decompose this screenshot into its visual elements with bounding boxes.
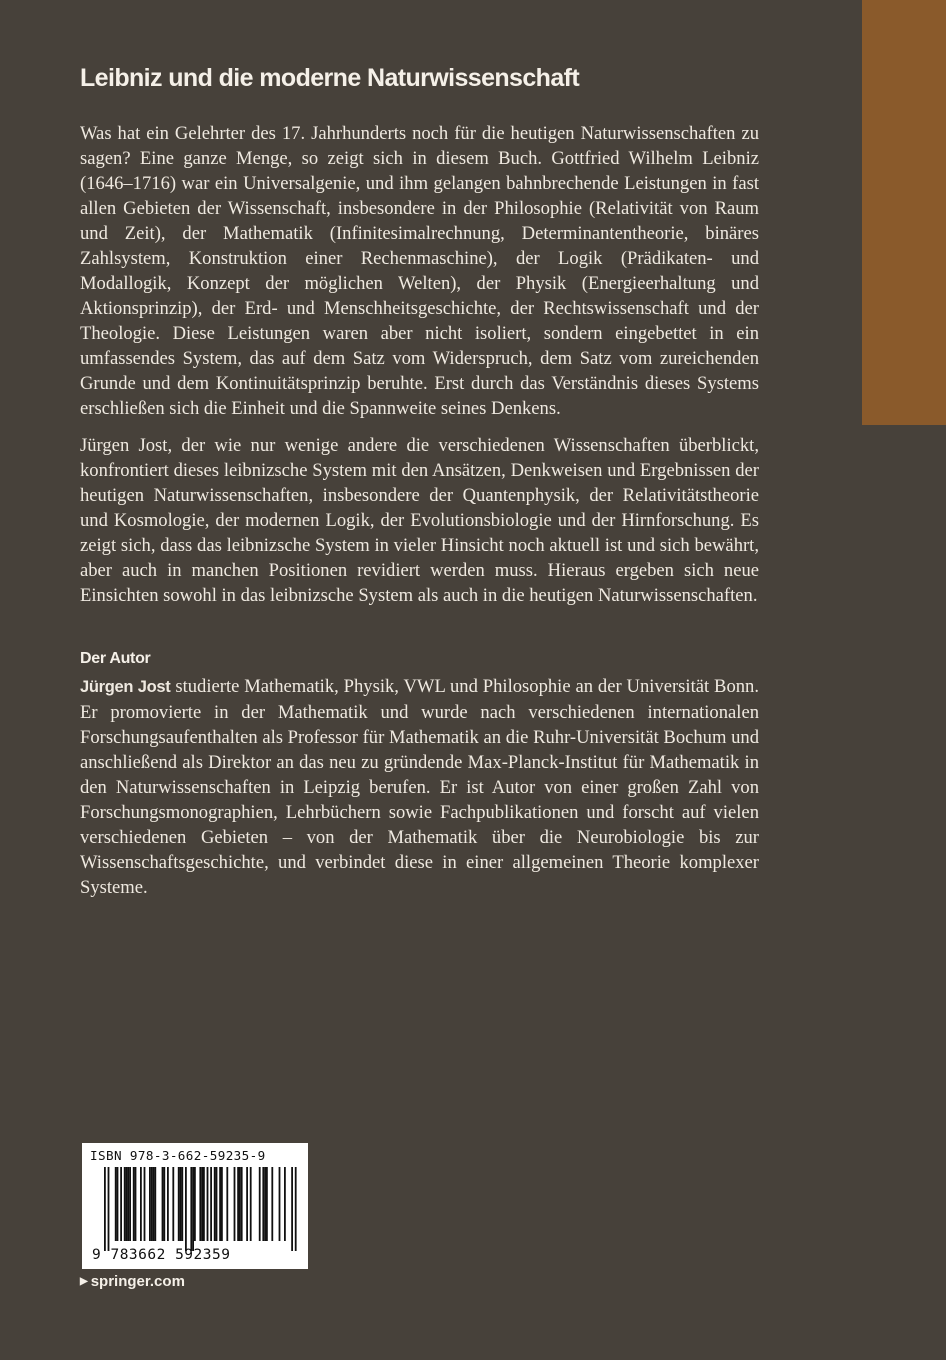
barcode-bar [167, 1167, 169, 1241]
barcode-bar [180, 1167, 182, 1241]
barcode-bar [234, 1167, 236, 1241]
barcode-bar [259, 1167, 261, 1241]
barcode-bar [239, 1167, 241, 1241]
barcode-bar [133, 1167, 135, 1241]
barcode-bar [108, 1167, 110, 1251]
barcode-bar [120, 1167, 122, 1241]
spine-accent-stripe [862, 0, 946, 425]
barcode-bar [241, 1167, 243, 1241]
barcode-bar [185, 1167, 187, 1251]
barcode-bar [163, 1167, 165, 1241]
barcode-bar [178, 1167, 180, 1241]
barcode-bar [284, 1167, 286, 1241]
description-paragraph-2: Jürgen Jost, der wie nur wenige andere die verschiedenen Wissenschaften überblickt, konfrontiert dieses leibnizsche System mit den Ansätzen, Denkweisen und Ergebnissen der heutigen Naturwissenschaften, insbesondere der Quantenphysik, der Relativitätstheorie und Kosmologie, der modernen Logik, der Evolutionsbiologie und der Hirnforschung. Es zeigt sich, dass das leibnizsche System in vieler Hinsicht noch aktuell ist und sich bewährt, aber auch in manchen Positionen revidiert werden muss. Hieraus ergeben sich neue Einsichten sowohl in das leibnizsche System als auch in die heutigen Naturwissenschaften. [80, 435, 759, 606]
isbn-barcode [82, 1143, 308, 1269]
barcode-bar [151, 1167, 153, 1241]
barcode-bar [279, 1167, 281, 1241]
publisher-url: springer.com [90, 1273, 185, 1290]
barcode-bar [271, 1167, 273, 1241]
barcode-bar [135, 1167, 137, 1241]
barcode-bar [129, 1167, 131, 1241]
author-bio [80, 674, 759, 900]
barcode-bar [115, 1167, 117, 1241]
barcode-bar [149, 1167, 151, 1241]
barcode-bar [246, 1167, 248, 1241]
description-paragraph-1: Was hat ein Gelehrter des 17. Jahrhunderts noch für die heutigen Naturwissenschaften zu sagen? Eine ganze Menge, so zeigt sich in diesem Buch. Gottfried Wilhelm Leibniz (1646–1716) war ein Universalgenie, und ihm gelangen bahnbrechende Leistungen in fast allen Gebieten der Wissenschaft, insbesondere in der Philosophie (Relativität von Raum und Zeit), der Mathematik (Infinitesimalrechnung, Determinantentheorie, binäres Zahlsystem, Konstruktion einer Rechenmaschine), der Logik (Prädikaten- und Modallogik, Konzept der möglichen Welten), der Physik (Energieerhaltung und Aktionsprinzip), der Erd- und Menschheitsgeschichte, der Rechtswissenschaft und der Theologie. Diese Leistungen waren aber nicht isoliert, sondern eingebettet in ein umfassendes System, das auf dem Satz vom Widerspruch, dem Satz vom zureichenden Grunde und dem Kontinuitätsprinzip beruhte. Erst durch das Verständnis dieses Systems erschließen sich die Einheit und die Spannweite seines Denkens. [80, 123, 759, 419]
barcode-bar [104, 1167, 106, 1251]
barcode-bar [199, 1167, 201, 1241]
barcode-bar [117, 1167, 119, 1241]
barcode-bar [153, 1167, 155, 1241]
barcode-bar [264, 1167, 266, 1241]
barcode-bar [203, 1167, 205, 1241]
barcode-bar [214, 1167, 216, 1241]
barcode-bar [291, 1167, 293, 1251]
barcode-bar [124, 1167, 126, 1241]
barcode-bar [216, 1167, 218, 1241]
barcode-bar [207, 1167, 209, 1241]
barcode-bar [221, 1167, 223, 1241]
barcode-bar [266, 1167, 268, 1241]
barcode-bar [250, 1167, 252, 1241]
barcode-bar [140, 1167, 142, 1241]
barcode-bar [154, 1167, 156, 1241]
isbn-label: ISBN 978-3-662-59235-9 [90, 1148, 266, 1163]
barcode-bar [226, 1167, 228, 1241]
barcode-bar [127, 1167, 129, 1241]
barcode-bar [126, 1167, 128, 1241]
author-name: Jürgen Jost [80, 678, 171, 696]
ean-digits: 9 783662 592359 [92, 1247, 231, 1263]
barcode-bar [295, 1167, 297, 1251]
book-title: Leibniz und die moderne Naturwissenschaft [80, 64, 580, 92]
barcode-bar [190, 1167, 192, 1251]
barcode-bar [237, 1167, 239, 1241]
barcode-bar [201, 1167, 203, 1241]
author-bio-text: studierte Mathematik, Physik, VWL und Philosophie an der Universität Bonn. Er promovierte in der Mathematik und wurde nach verschiedenen internationalen Forschungsaufenthalten als Professor für Mathematik an die Ruhr-Universität Bochum und anschließend als Direktor an das neu zu gründende Max-Planck-Institut für Mathematik in den Naturwissenschaften in Leipzig berufen. Er ist Autor von einer großen Zahl von Forschungsmonographien, Lehrbüchern sowie Fachpublikationen und forscht auf vielen verschiedenen Gebieten – von der Mathematik über die Neurobiologie bis zur Wissenschaftsgeschichte, und verbindet diese in einer allgemeinen Theorie komplexer Systeme. [80, 676, 759, 898]
barcode-bar [181, 1167, 183, 1241]
triangle-right-icon: ▶ [80, 1276, 88, 1287]
barcode-bar [210, 1167, 212, 1241]
barcode-bar [219, 1167, 221, 1241]
barcode-bar [144, 1167, 146, 1241]
barcode-bar [194, 1167, 196, 1241]
barcode-bar [262, 1167, 264, 1241]
publisher-link[interactable] [80, 1273, 185, 1290]
barcode-bar [162, 1167, 164, 1241]
author-heading: Der Autor [80, 650, 151, 667]
barcode-bar [172, 1167, 174, 1241]
barcode-bar [192, 1167, 194, 1251]
